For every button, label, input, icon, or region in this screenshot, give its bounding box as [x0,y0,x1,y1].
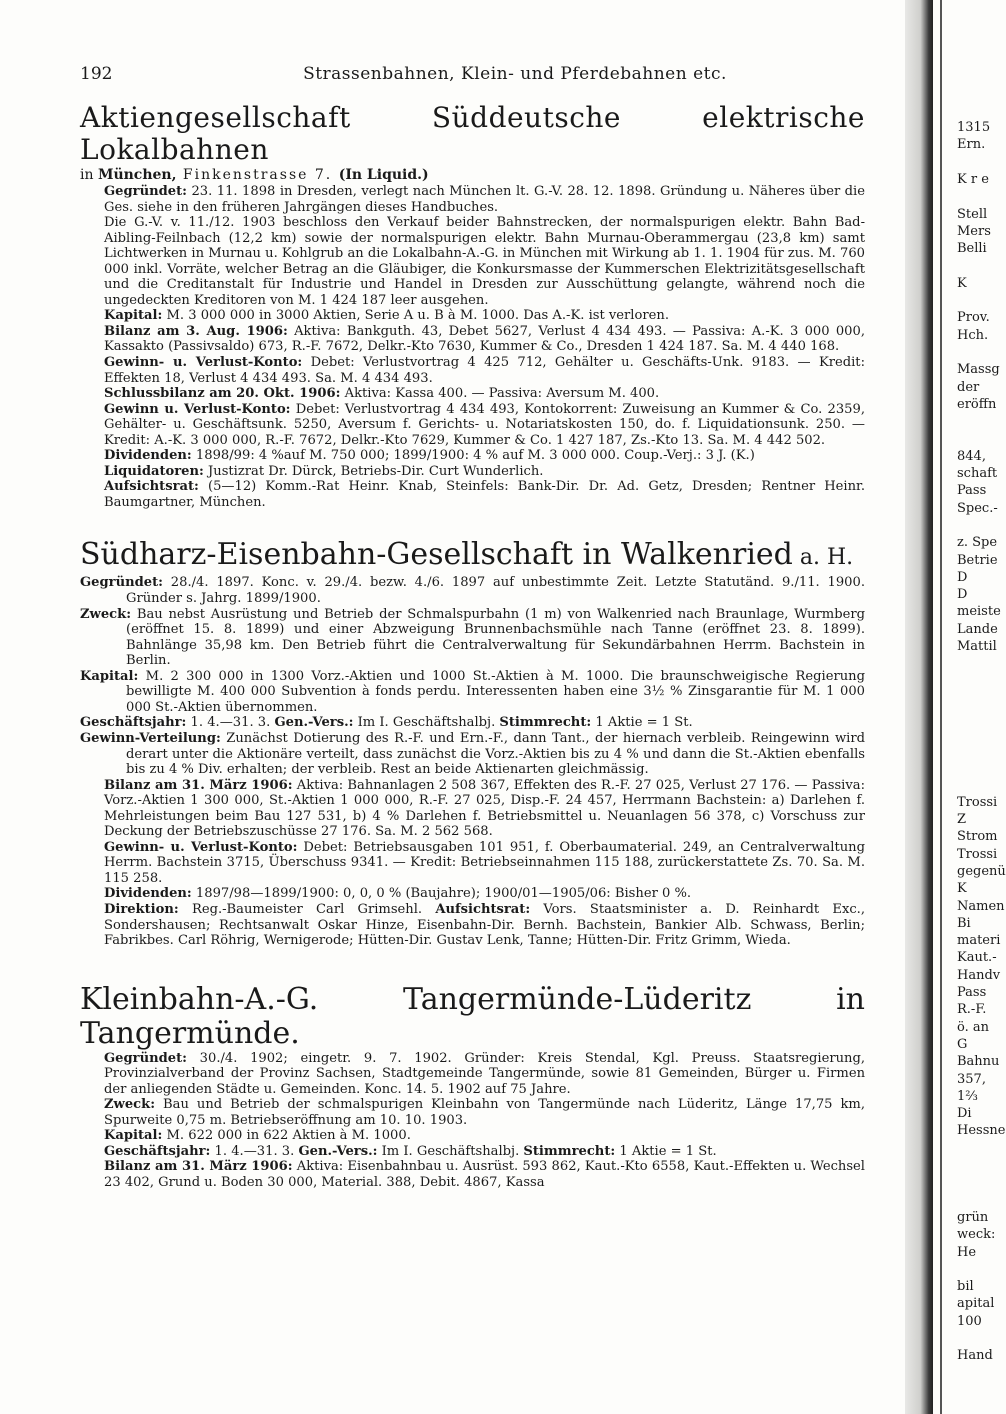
entry-liquidatoren [80,464,865,480]
subtitle-status: (In Liquid.) [338,167,429,183]
section-suedharz-eisenbahn [80,538,865,948]
section-spacer [80,510,865,538]
label: Gegründet: [104,184,187,199]
text: Debet: Verlustvortrag 4 434 493, Kontokorrent: Zuweisung an Kummer & Co. 2359, Gehälter- u. Geschäftsunk. 5250, Aversum f. Gerichts- u. Notariatskosten 150, do. f. Liquidationsunk. 250. — Kredit: A.-K. 3 000 000, R.-F. 7672, Delkr.-Kto 7629, Kummer & Co. 1 427 187, Zs.-Kto 13. Sa. M. 4 442 502. [104,401,865,448]
subtitle-prefix: in [80,167,98,183]
label: Geschäftsjahr: [104,1143,211,1159]
fragment-line: Lande [957,621,998,637]
fragment-line: D [957,569,968,585]
entry-bilanz [80,324,865,355]
fragment-line: Hand [957,1348,993,1364]
label: Zweck: [80,606,132,622]
label: Aufsichtsrat: [104,479,199,495]
fragment-line: weck: [957,1227,996,1243]
entry-zweck [80,607,865,669]
label: Gegründet: [80,575,163,591]
fragment-line: Bi [957,915,971,931]
entry-guv-2 [80,402,865,449]
entry-kapital [80,1128,865,1144]
entry-gv-beschluss: Die G.-V. v. 11./12. 1903 beschloss den Verkauf beider Bahnstrecken, der normalspurigen elektr. Bahn Bad-Aibling-Feilnbach (12,2 km) sowie der normalspurigen elektr. Bahn Murnau-Oberammergau (23,8 km) samt Lichtwerken in Murnau u. Kohlgrub an die Lokalbahn-A.-G. in München mit Wirkung ab 1. 1. 1904 für zus. M. 760 000 inkl. Vorräte, welcher Betrag an die Gläubiger, die Konkursmasse der Kummerschen Elektrizitätsgesellschaft und die Creditanstalt für Industrie und Handel in Dresden zur Ausschüttung gelangte, während noch die ungedeckten Kreditoren von M. 1 424 187 leer ausgehen. [104,215,865,308]
entry-kapital [80,669,865,716]
text: M. 2 300 000 in 1300 Vorz.-Aktien und 1000 St.-Aktien à M. 1000. Die braunschweigische Regierung bewilligte M. 400 000 Subvention à fonds perdu. Interessenten haben eine 3½ % Zinsgarantie für M. 1 000 000 St.-Aktien übernommen. [126,668,865,715]
fragment-line: Pass [957,985,987,1000]
fragment-line: R.-F. [957,1002,987,1018]
entry-schlussbilanz [80,386,865,402]
entry-direktion [80,902,865,949]
main-column [80,102,865,1191]
text: 1898/99: 4 %auf M. 750 000; 1899/1900: 4 % auf M. 3 000 000. Coup.-Verj.: 3 J. (K.) [191,448,755,464]
entry-gegruendet [80,184,865,215]
fragment-line: Pass [957,483,987,499]
entry-guv [80,355,865,386]
entry-geschaeftsjahr [80,715,865,731]
fragment-line: materi [957,933,1001,949]
text: Aktiva: Bankguth. 43, Debet 5627, Verlust 4 434 493. — Passiva: A.-K. 3 000 000, Kassakto (Passivsaldo) 673, R.-F. 7672, Delkr.-Kto 7630, Kummer & Co., Dresden 1 424 187. Sa. M. 4 440 168. [104,323,865,355]
label: Kapital: [104,308,163,324]
section-spacer [80,949,865,983]
book-gutter [905,0,933,1414]
text: 23. 11. 1898 in Dresden, verlegt nach München lt. G.-V. 28. 12. 1898. Gründung u. Näheres über die Ges. siehe in den früheren Jahrgängen dieses Handbuches. [104,184,865,215]
text: Aktiva: Eisenbahnbau u. Ausrüst. 593 862, Kaut.-Kto 6558, Kaut.-Effekten u. Wechsel 23 402, Grund u. Boden 30 000, Material. 388, Debit. 4867, Kassa [104,1159,865,1190]
text-gv: Im I. Geschäftshalbj. [353,715,500,731]
entry-gewinnverteilung [80,731,865,778]
adjacent-page-fragment [953,0,1006,1414]
entry-dividenden [80,886,865,902]
section-title: Kleinbahn-A.-G. Tangermünde-Lüderitz in Tangermünde. [80,981,865,1051]
fragment-line: Strom [957,829,998,845]
title-suffix: a. H. [792,545,854,571]
fragment-line: z. Spe [957,535,998,551]
text: Aktiva: Kassa 400. — Passiva: Aversum M. 400. [340,386,660,402]
fragment-line: G [957,1036,968,1052]
text-aufsichtsrat: Vors. Staatsminister a. D. Reinhardt Exc., Sondershausen; Rechtsanwalt Oskar Hinze, Eisenbahn-Dir. Bernh. Bachstein, Bankier Alb. Schwass, Berlin; Fabrikbes. Carl Röhrig, Wernigerode; Hütten-Dir. Gustav Lenk, Tanne; Hütten-Dir. Fritz Grimm, Wieda. [104,901,865,949]
fragment-line: ö. an [957,1019,989,1035]
fragment-line: D [957,587,968,603]
entry-gegruendet [80,575,865,606]
entry-guv [80,840,865,887]
label: Zweck: [104,1097,156,1113]
entry-aufsichtsrat [80,479,865,510]
fragment-line: 357, [957,1071,986,1087]
label: Dividenden: [104,886,192,902]
label: Bilanz am 31. März 1906: [104,1159,293,1175]
text-stimmrecht: 1 Aktie = 1 St. [615,1143,717,1159]
label: Gewinn- u. Verlust-Konto: [104,839,298,855]
fragment-line: schaft [957,466,998,481]
entry-zweck [80,1097,865,1128]
fragment-line: Namen [957,898,1005,914]
fragment-line: K r e [957,171,989,187]
entry-kapital [80,308,865,324]
fragment-line: Trossi [957,846,998,862]
label: Gegründet: [104,1050,187,1066]
text: Bau und Betrieb der schmalspurigen Kleinbahn von Tangermünde nach Lüderitz, Länge 17,75 km, Spurweite 0,75 m. Betriebseröffnung am 10. 10. 1903. [104,1097,865,1128]
label: Gewinn u. Verlust-Konto: [104,401,291,417]
label: Dividenden: [104,448,192,464]
fragment-line: Belli [957,241,987,257]
subtitle-street: Finkenstrasse 7. [176,167,339,183]
label-stimmrecht: Stimmrecht: [499,715,592,731]
text: Debet: Betriebsausgaben 101 951, f. Oberbaumaterial. 249, an Centralverwaltung Herrm. Bachstein 3715, Überschuss 9341. — Kredit: Betriebseinnahmen 115 188, zurückerstattete Zs. 70. Sa. M. 115 258. [104,839,865,886]
section-tangermuende-luederitz [80,983,865,1191]
label: Gewinn-Verteilung: [80,730,221,746]
text-stimmrecht: 1 Aktie = 1 St. [591,715,693,731]
title-main: Südharz-Eisenbahn-Gesellschaft in Walkenried [80,537,793,573]
fragment-line: 1315 [957,120,991,135]
text: Zunächst Dotierung des R.-F. und Ern.-F., dann Tant., der hiernach verbleib. Reingewinn wird derart unter die Aktionäre verteilt, dass zunächst die Vorz.-Aktien bis zu 4 % und dann die St.-Aktien ebenfalls bis zu 4 % Div. erhalten; der verbleib. Rest an beide Aktienarten gleichmässig. [126,730,865,778]
page-edge [940,0,942,1414]
text: Debet: Verlustvortrag 4 425 712, Gehälter u. Geschäfts-Unk. 9183. — Kredit: Effekten 18, Verlust 4 434 493. Sa. M. 4 434 493. [104,355,865,386]
label-gv: Gen.-Vers.: [298,1143,378,1159]
label: Geschäftsjahr: [80,715,187,731]
label: Bilanz am 31. März 1906: [104,777,293,793]
running-title: Strassenbahnen, Klein- und Pferdebahnen etc. [303,64,727,84]
label: Gewinn- u. Verlust-Konto: [104,355,303,371]
section-subtitle [80,166,865,184]
fragment-line: 1⅔ [957,1088,978,1104]
fragment-line: Z [957,812,967,827]
page-number: 192 [80,64,113,84]
fragment-line: Spec.- [957,500,998,516]
subtitle-city: München, [97,167,177,183]
entry-dividenden [80,448,865,464]
label-stimmrecht: Stimmrecht: [523,1143,616,1159]
fragment-line: eröffn [957,396,997,412]
text: 1897/98—1899/1900: 0, 0, 0 % (Baujahre); 1900/01—1905/06: Bisher 0 %. [191,886,692,902]
text: (5—12) Komm.-Rat Heinr. Knab, Steinfels: Bank-Dir. Dr. Ad. Getz, Dresden; Rentner Heinr. Baumgartner, München. [104,479,865,510]
fragment-line: bil [957,1279,974,1295]
fragment-line: K [957,275,967,291]
text-gv: Im I. Geschäftshalbj. [377,1143,524,1159]
label: Kapital: [104,1128,163,1144]
fragment-line: 844, [957,448,986,464]
fragment-line: Handv [957,967,1001,983]
entry-geschaeftsjahr [80,1144,865,1160]
label: Schlussbilanz am 20. Okt. 1906: [104,386,341,402]
label: Bilanz am 3. Aug. 1906: [104,323,288,339]
fragment-line: der [957,379,980,395]
fragment-line: Mers [957,223,991,239]
label-gv: Gen.-Vers.: [274,715,354,731]
label-aufsichtsrat: Aufsichtsrat: [435,901,531,917]
section-title: Aktiengesellschaft Süddeutsche elektrische Lokalbahnen [80,101,865,166]
entry-gegruendet [80,1051,865,1098]
fragment-line: K [957,881,967,897]
fragment-line: Stell [957,206,988,222]
text: Justizrat Dr. Dürck, Betriebs-Dir. Curt Wunderlich. [203,463,544,479]
fragment-line: Kaut.- [957,950,997,966]
label: Direktion: [104,901,179,917]
text: Bau nebst Ausrüstung und Betrieb der Schmalspurbahn (1 m) von Walkenried nach Braunlage, Wurmberg (eröffnet 15. 8. 1899) und einer Abzweigung Brunnenbachsmühle nach Tanne (eröffnet 23. 8. 1899). Bahnlänge 35,98 km. Den Betrieb führt die Centralverwaltung für Sekundärbahnen Herrm. Bachstein in Berlin. [126,606,865,669]
fragment-line: meiste [957,604,1001,620]
fragment-line: Massg [957,362,1000,378]
text: 28./4. 1897. Konc. v. 29./4. bezw. 4./6. 1897 auf unbestimmte Zeit. Letzte Statutänd. 9./11. 1900. Gründer s. Jahrg. 1899/1900. [126,575,865,607]
fragment-line: Mattil [957,639,997,654]
fragment-line: Hch. [957,327,989,343]
fragment-line: 100 [957,1313,982,1329]
fragment-line: Di [957,1106,972,1122]
fragment-line: Ern. [957,137,986,153]
fragment-line: He [957,1244,977,1260]
text: Aktiva: Bahnanlagen 2 508 367, Effekten des R.-F. 27 025, Verlust 27 176. — Passiva: Vorz.-Aktien 1 300 000, St.-Aktien 1 000 000, R.-F. 27 025, Disp.-F. 24 457, Herrmann Bachstein: a) Darlehen f. Mehrleistungen beim Bau 127 531, b) 4 % Darlehen f. Betriebsmittel u. Neuanlagen 56 378, c) Vorschuss zur Deckung der Betriebszuschüsse 27 176. Sa. M. 2 562 568. [104,777,865,840]
text: M. 622 000 in 622 Aktien à M. 1000. [162,1128,411,1144]
text: 1. 4.—31. 3. [210,1143,299,1159]
text: 30./4. 1902; eingetr. 9. 7. 1902. Gründer: Kreis Stendal, Kgl. Preuss. Staatsregierung, Provinzialverband der Provinz Sachsen, Stadtgemeinde Tangermünde, sowie 81 Gemeinden, Bürger u. Firmen der anliegenden Städte u. Gemeinden. Konc. 14. 5. 1902 auf 75 Jahre. [104,1050,865,1097]
label: Kapital: [80,668,139,684]
fragment-line: Prov. [957,310,990,326]
fragment-line: Bahnu [957,1054,1000,1070]
fragment-line: Hessne [957,1123,1006,1139]
text: M. 3 000 000 in 3000 Aktien, Serie A u. B à M. 1000. Das A.-K. ist verloren. [162,308,669,324]
section-title [80,538,865,575]
fragment-line: Betrie [957,552,998,568]
entry-bilanz [80,1159,865,1190]
fragment-line: gegenü [957,863,1006,879]
entry-bilanz [80,778,865,840]
fragment-line: Trossi [957,794,998,810]
fragment-line: grün [957,1209,989,1225]
running-header [80,64,880,86]
text: 1. 4.—31. 3. [186,715,275,731]
section-sueddeutsche-lokalbahnen [80,102,865,510]
fragment-line: apital [957,1296,995,1312]
label: Liquidatoren: [104,463,204,479]
text: Reg.-Baumeister Carl Grimsehl. [178,901,436,917]
